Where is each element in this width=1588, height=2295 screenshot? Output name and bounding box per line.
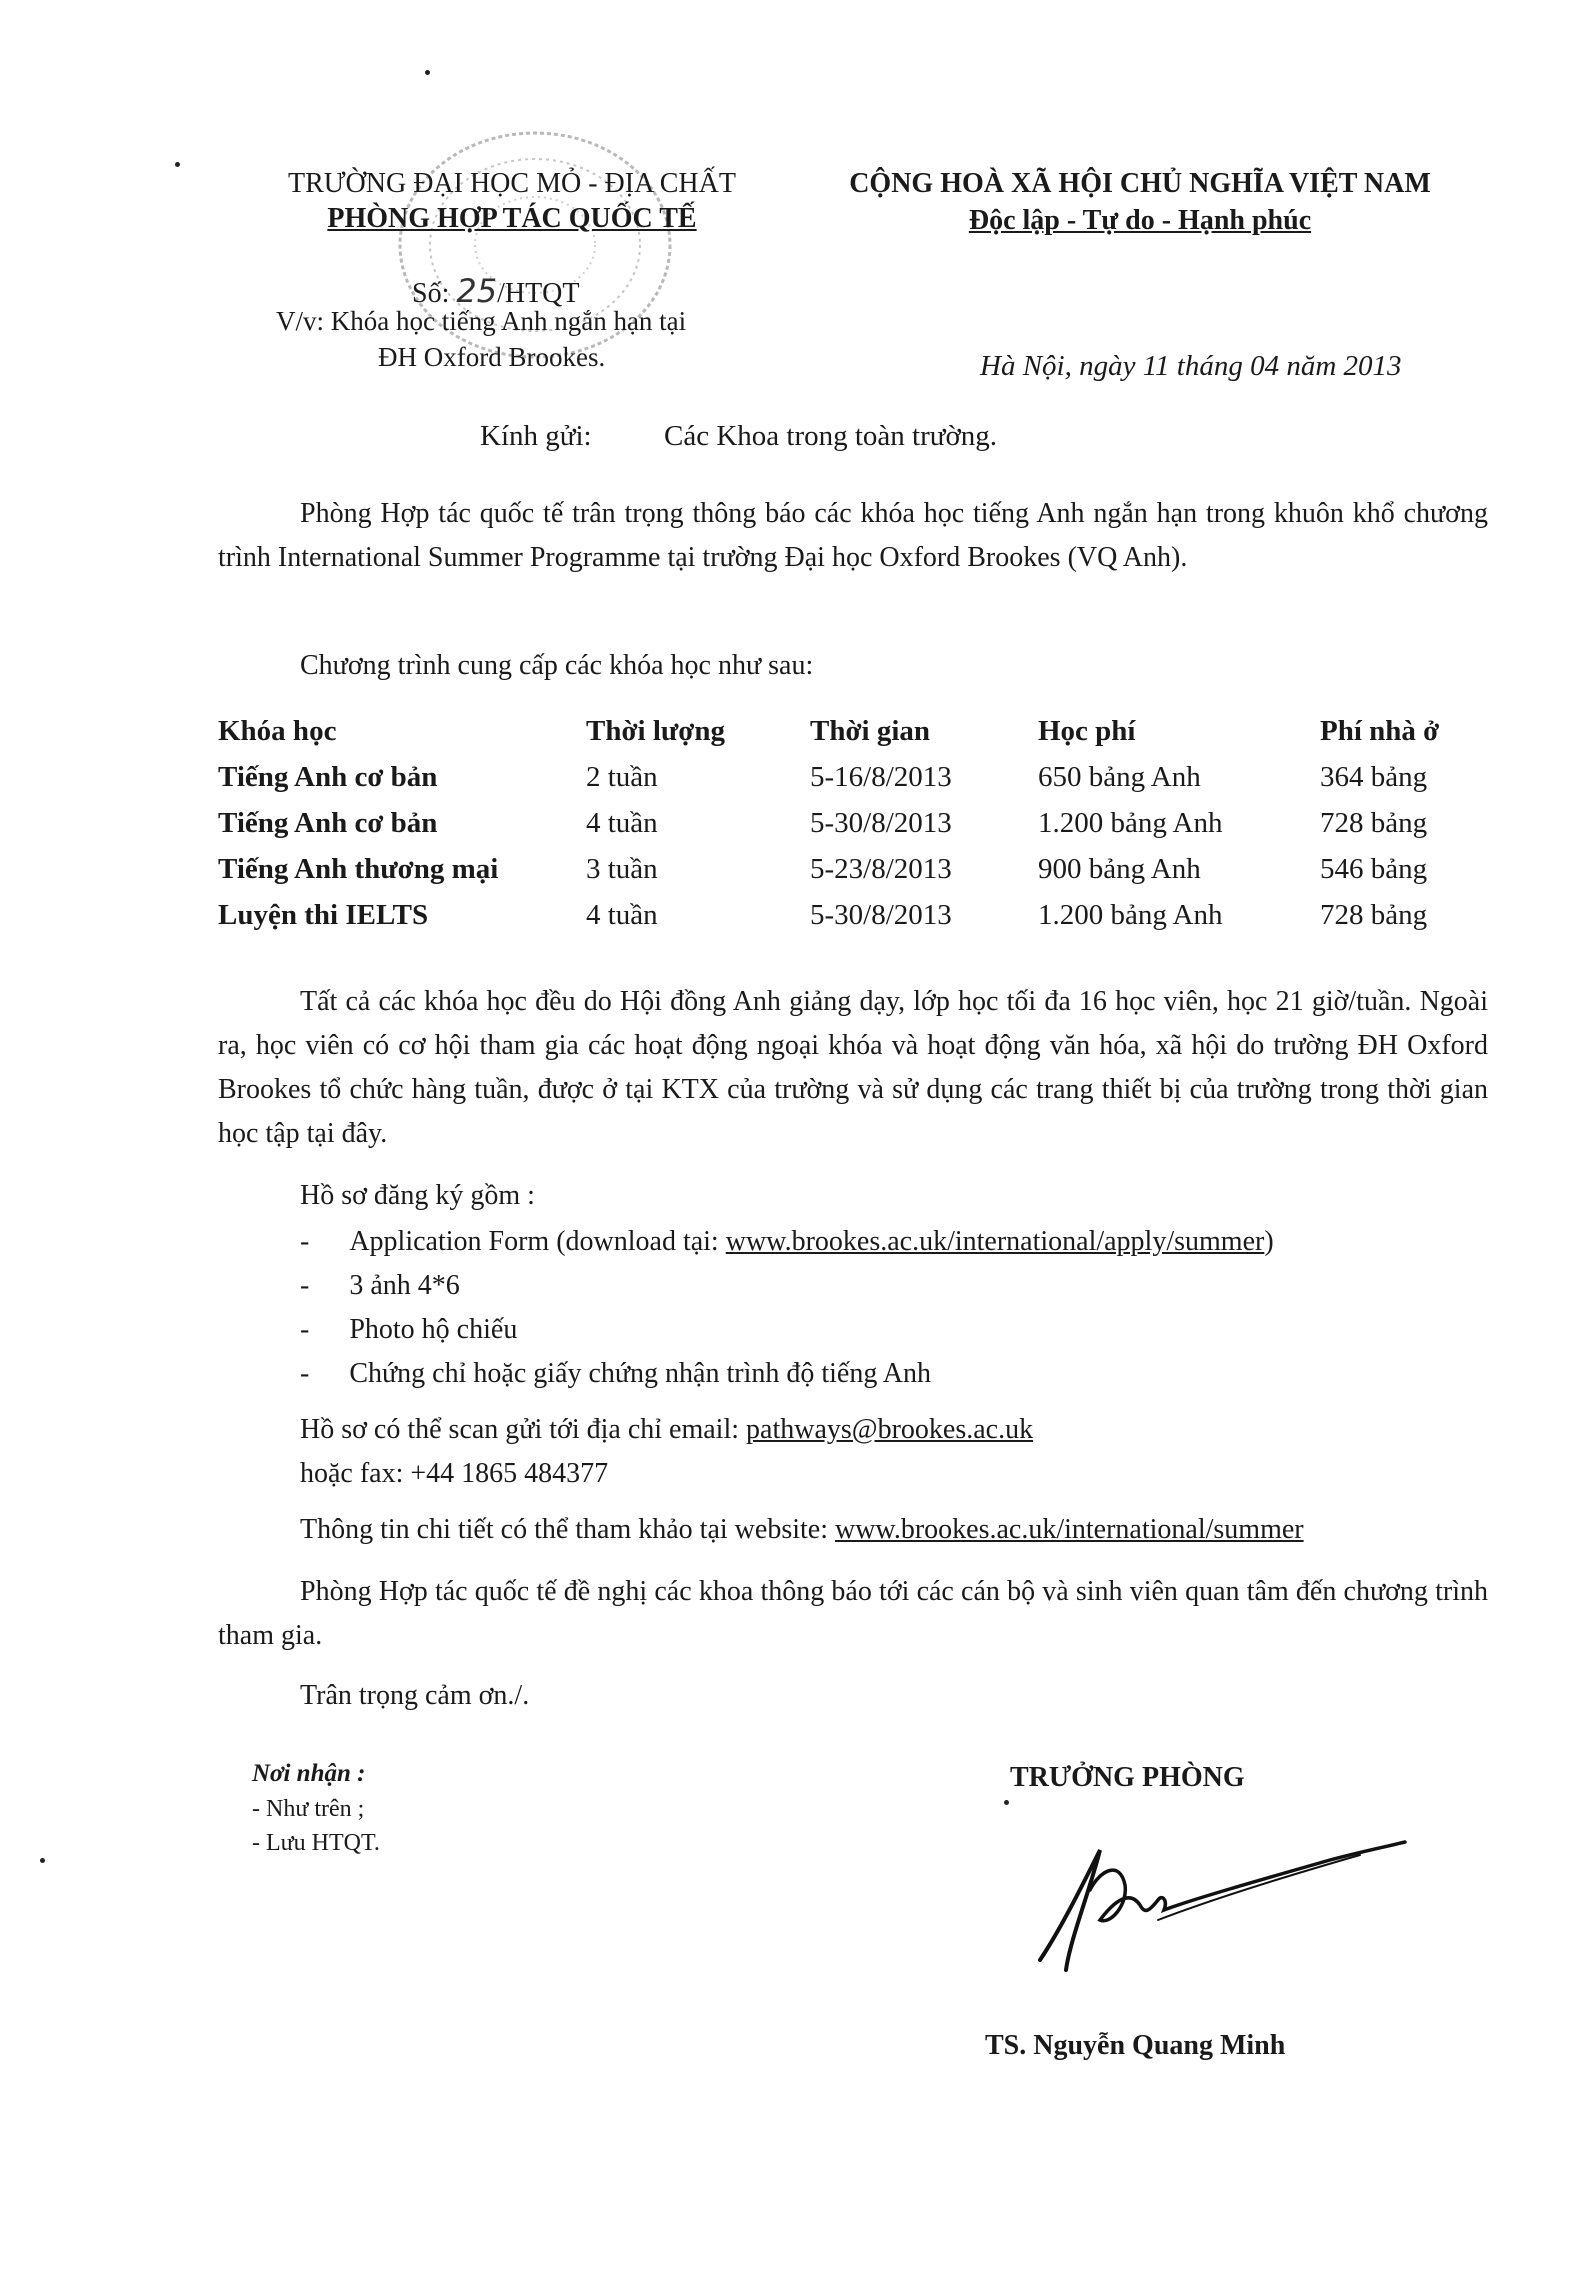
issue-date: Hà Nội, ngày 11 tháng 04 năm 2013 [980, 350, 1402, 382]
recipients-title: Nơi nhận : [252, 1760, 366, 1787]
subject-line-2: ĐH Oxford Brookes. [378, 342, 606, 372]
department-name: PHÒNG HỢP TÁC QUỐC TẾ [327, 203, 697, 234]
list-item: - Application Form (download tại: www.brookes.ac.uk/international/apply/summer) [300, 1226, 1274, 1257]
courses-intro: Chương trình cung cấp các khóa học như sau: [300, 650, 814, 681]
table-header: Thời lượng [586, 714, 725, 747]
country-name: CỘNG HOÀ XÃ HỘI CHỦ NGHĨA VIỆT NAM [849, 168, 1431, 199]
scan-speck [425, 70, 430, 75]
table-row [218, 892, 1488, 938]
university-name: TRƯỜNG ĐẠI HỌC MỎ - ĐỊA CHẤT [288, 168, 736, 199]
table-header: Phí nhà ở [1320, 714, 1440, 747]
subject-line-1: V/v: Khóa học tiếng Anh ngắn hạn tại [276, 306, 687, 336]
table-cell: 1.200 bảng Anh [1038, 806, 1223, 839]
table-cell: 728 bảng [1320, 806, 1428, 839]
intro-paragraph: Phòng Hợp tác quốc tế trân trọng thông báo các khóa học tiếng Anh ngắn hạn trong khuôn khổ chương trình International Summer Programme tại trường Đại học Oxford Brookes (VQ Anh). [218, 498, 1488, 573]
details-paragraph: Tất cả các khóa học đều do Hội đồng Anh giảng dạy, lớp học tối đa 16 học viên, học 21 giờ/tuần. Ngoài ra, học viên có cơ hội tham gia các hoạt động ngoại khóa và hoạt động văn hóa, xã hội do trường ĐH Oxford Brookes tổ chức hàng tuần, được ở tại KTX của trường và sử dụng các trang thiết bị của trường trong thời gian học tập tại đây. [218, 986, 1488, 1149]
recipient-value: Các Khoa trong toàn trường. [664, 420, 998, 452]
document-number: Số: 25/HTQT [412, 272, 580, 310]
signature-title: TRƯỞNG PHÒNG [1010, 1762, 1245, 1793]
application-form-link[interactable]: www.brookes.ac.uk/international/apply/summer [725, 1226, 1265, 1257]
signer-name: TS. Nguyễn Quang Minh [985, 2030, 1286, 2061]
table-row [218, 754, 1488, 800]
table-cell: 4 tuần [586, 898, 658, 931]
table-header: Học phí [1038, 714, 1136, 747]
recipient-line: - Lưu HTQT. [252, 1830, 380, 1856]
email-line: Hồ sơ có thể scan gửi tới địa chỉ email: pathways@brookes.ac.uk [300, 1414, 1034, 1445]
table-row [218, 800, 1488, 846]
handwritten-signature [1030, 1830, 1410, 1990]
list-item: - 3 ảnh 4*6 [300, 1270, 460, 1301]
table-cell: Luyện thi IELTS [218, 898, 429, 931]
website-line: Thông tin chi tiết có thể tham khảo tại website: www.brookes.ac.uk/international/summer [300, 1514, 1304, 1545]
table-cell: 5-30/8/2013 [810, 806, 952, 839]
table-cell: 5-30/8/2013 [810, 898, 952, 931]
recipient-label: Kính gửi: [480, 420, 592, 452]
courses-table [218, 708, 1488, 938]
scan-speck [1004, 1800, 1009, 1805]
table-cell: 650 bảng Anh [1038, 760, 1201, 793]
table-cell: 546 bảng [1320, 852, 1428, 885]
table-header: Thời gian [810, 714, 931, 747]
list-item: - Photo hộ chiếu [300, 1314, 518, 1345]
request-paragraph: Phòng Hợp tác quốc tế đề nghị các khoa thông báo tới các cán bộ và sinh viên quan tâm đến chương trình tham gia. [218, 1576, 1488, 1651]
scan-speck [40, 1858, 45, 1863]
table-cell: 364 bảng [1320, 760, 1428, 793]
list-item: - Chứng chỉ hoặc giấy chứng nhận trình độ tiếng Anh [300, 1358, 932, 1389]
table-cell: 728 bảng [1320, 898, 1428, 931]
table-cell: 1.200 bảng Anh [1038, 898, 1223, 931]
table-cell: 2 tuần [586, 760, 658, 793]
table-cell: 5-23/8/2013 [810, 852, 952, 885]
table-cell: 3 tuần [586, 852, 658, 885]
table-row [218, 846, 1488, 892]
scan-speck [175, 162, 180, 167]
table-cell: 5-16/8/2013 [810, 760, 952, 793]
table-header: Khóa học [218, 714, 337, 747]
documents-title: Hồ sơ đăng ký gồm : [300, 1180, 535, 1211]
table-cell: Tiếng Anh cơ bản [218, 806, 438, 839]
recipient-line: - Như trên ; [252, 1796, 365, 1822]
national-motto: Độc lập - Tự do - Hạnh phúc [968, 205, 1312, 236]
email-link[interactable]: pathways@brookes.ac.uk [746, 1414, 1034, 1445]
table-cell: Tiếng Anh cơ bản [218, 760, 438, 793]
fax-line: hoặc fax: +44 1865 484377 [300, 1458, 609, 1489]
closing-line: Trân trọng cảm ơn./. [300, 1680, 530, 1711]
table-cell: Tiếng Anh thương mại [218, 852, 499, 885]
table-cell: 4 tuần [586, 806, 658, 839]
website-link[interactable]: www.brookes.ac.uk/international/summer [834, 1514, 1304, 1545]
table-header-row [218, 708, 1488, 754]
table-cell: 900 bảng Anh [1038, 852, 1201, 885]
handwritten-number: 25 [456, 272, 498, 310]
